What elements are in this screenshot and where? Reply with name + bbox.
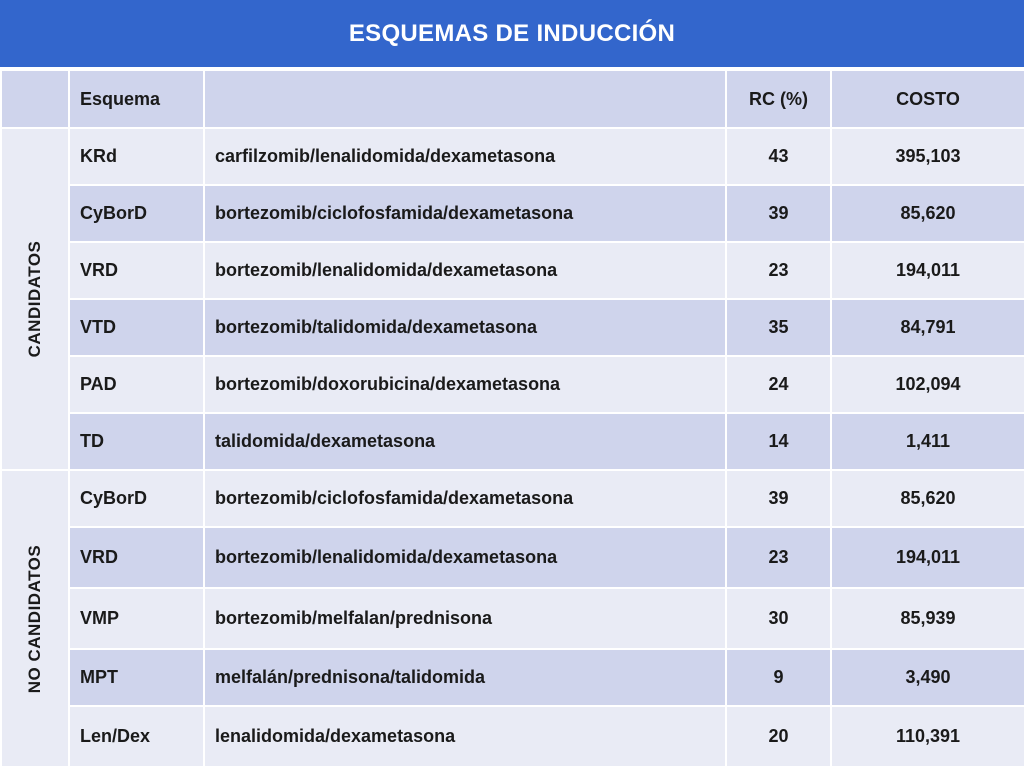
cell-drugs: bortezomib/ciclofosfamida/dexametasona (204, 185, 726, 242)
cell-drugs: bortezomib/talidomida/dexametasona (204, 299, 726, 356)
cell-rc: 35 (726, 299, 831, 356)
cell-esquema: VRD (69, 527, 204, 588)
cell-costo: 110,391 (831, 706, 1024, 767)
cell-rc: 14 (726, 413, 831, 470)
cell-rc: 30 (726, 588, 831, 649)
header-group-cell (1, 70, 69, 128)
cell-rc: 9 (726, 649, 831, 706)
cell-drugs: bortezomib/lenalidomida/dexametasona (204, 242, 726, 299)
table-row (1, 706, 1024, 767)
cell-esquema: Len/Dex (69, 706, 204, 767)
group-label-candidatos (1, 128, 69, 470)
header-rc: RC (%) (726, 70, 831, 128)
page-title: ESQUEMAS DE INDUCCIÓN (0, 0, 1024, 69)
cell-drugs: bortezomib/melfalan/prednisona (204, 588, 726, 649)
table-row (1, 242, 1024, 299)
cell-rc: 23 (726, 242, 831, 299)
cell-rc: 20 (726, 706, 831, 767)
cell-costo: 194,011 (831, 527, 1024, 588)
table-row (1, 649, 1024, 706)
cell-esquema: KRd (69, 128, 204, 185)
cell-drugs: melfalán/prednisona/talidomida (204, 649, 726, 706)
table-row (1, 185, 1024, 242)
header-drugs (204, 70, 726, 128)
cell-drugs: bortezomib/ciclofosfamida/dexametasona (204, 470, 726, 527)
cell-costo: 85,620 (831, 470, 1024, 527)
cell-esquema: VMP (69, 588, 204, 649)
cell-drugs: carfilzomib/lenalidomida/dexametasona (204, 128, 726, 185)
group-label-no-candidatos (1, 470, 69, 767)
cell-esquema: TD (69, 413, 204, 470)
cell-esquema: MPT (69, 649, 204, 706)
cell-rc: 23 (726, 527, 831, 588)
table-row (1, 128, 1024, 185)
cell-costo: 3,490 (831, 649, 1024, 706)
cell-costo: 85,939 (831, 588, 1024, 649)
cell-esquema: CyBorD (69, 470, 204, 527)
cell-drugs: bortezomib/lenalidomida/dexametasona (204, 527, 726, 588)
group-label-text: CANDIDATOS (25, 240, 44, 358)
cell-esquema: PAD (69, 356, 204, 413)
cell-drugs: lenalidomida/dexametasona (204, 706, 726, 767)
induction-schemes-table (0, 69, 1024, 768)
table-row (1, 299, 1024, 356)
header-costo: COSTO (831, 70, 1024, 128)
cell-esquema: VRD (69, 242, 204, 299)
table-row (1, 527, 1024, 588)
cell-costo: 1,411 (831, 413, 1024, 470)
cell-costo: 102,094 (831, 356, 1024, 413)
cell-esquema: CyBorD (69, 185, 204, 242)
cell-rc: 39 (726, 185, 831, 242)
cell-rc: 24 (726, 356, 831, 413)
table-row (1, 470, 1024, 527)
cell-costo: 85,620 (831, 185, 1024, 242)
cell-costo: 84,791 (831, 299, 1024, 356)
table-row (1, 588, 1024, 649)
cell-costo: 194,011 (831, 242, 1024, 299)
table-row (1, 356, 1024, 413)
cell-costo: 395,103 (831, 128, 1024, 185)
cell-esquema: VTD (69, 299, 204, 356)
table-row (1, 413, 1024, 470)
cell-drugs: talidomida/dexametasona (204, 413, 726, 470)
header-esquema: Esquema (69, 70, 204, 128)
cell-drugs: bortezomib/doxorubicina/dexametasona (204, 356, 726, 413)
cell-rc: 39 (726, 470, 831, 527)
cell-rc: 43 (726, 128, 831, 185)
table-header-row (1, 70, 1024, 128)
group-label-text: NO CANDIDATOS (25, 544, 44, 693)
